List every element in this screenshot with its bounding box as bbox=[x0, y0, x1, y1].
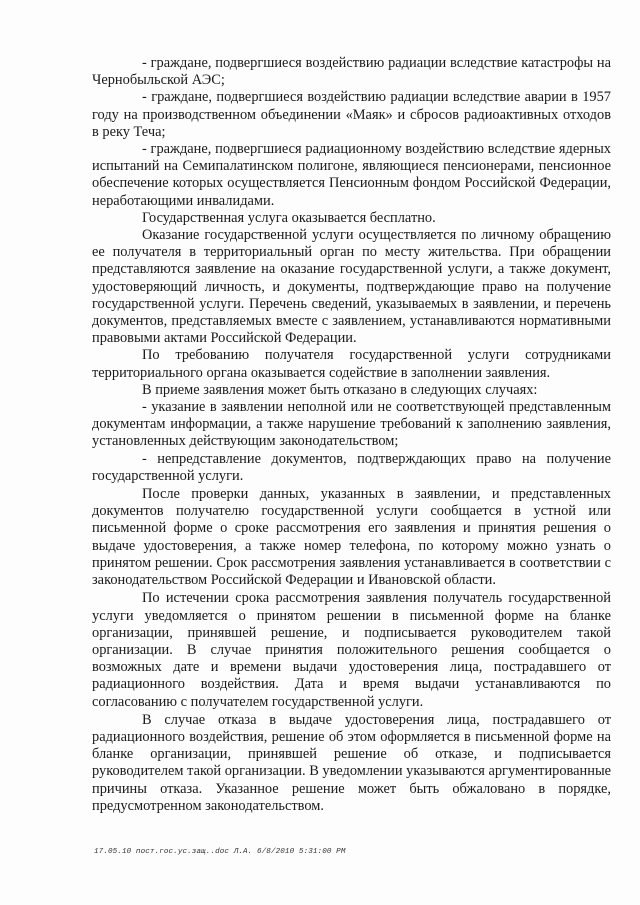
paragraph-refusal-incomplete: - указание в заявлении неполной или не соответствующей представленным документам информации, а также нарушение требований к заполнению заявления, установленных действующим законодательством; bbox=[92, 399, 611, 450]
paragraph-review-period: После проверки данных, указанных в заявлении, и представленных документов получателю государственной услуги сообщается в устной или письменной форме о сроке рассмотрения его заявления и принятия решения о выдаче удостоверения, а также номер телефона, по которому можно узнать о принятом решении. Срок рассмотрения заявления устанавливается в соответствии с законодательством Российской Федерации и Ивановской области. bbox=[92, 486, 611, 589]
paragraph-refusal-decision: В случае отказа в выдаче удостоверения лица, пострадавшего от радиационного воздействия, решение об этом оформляется в письменной форме на бланке организации, принявшей решение об отказе, и подписывается руководителем такой организации. В уведомлении указываются аргументированные причины отказа. Указанное решение может быть обжаловано в порядке, предусмотренном законодательством. bbox=[92, 711, 611, 814]
paragraph-mayak: - граждане, подвергшиеся воздействию радиации вследствие аварии в 1957 году на производственном объединении «Маяк» и сбросов радиоактивных отходов в реку Теча; bbox=[92, 89, 611, 140]
paragraph-decision-notice: По истечении срока рассмотрения заявления получатель государственной услуги уведомляется о принятом решении в письменной форме на бланке организации, принявшей решение, и подписывается руководителем такой организации. В случае принятия положительного решения сообщается о возможных дате и времени выдачи удостоверения лица, пострадавшего от радиационного воздействия. Дата и время выдачи устанавливаются по согласованию с получателем государственной услуги. bbox=[92, 590, 611, 710]
paragraph-refusal-cases: В приеме заявления может быть отказано в следующих случаях: bbox=[142, 381, 538, 398]
paragraph-free-service: Государственная услуга оказывается бесплатно. bbox=[142, 209, 436, 226]
paragraph-semipalatinsk: - граждане, подвергшиеся радиационному воздействию вследствие ядерных испытаний на Семипалатинском полигоне, являющиеся пенсионерами, пенсионное обеспечение которых осуществляется Пенсионным фондом Российской Федерации, неработающими инвалидами. bbox=[92, 141, 611, 209]
paragraph-chernobyl: - граждане, подвергшиеся воздействию радиации вследствие катастрофы на Чернобыльской АЭС; bbox=[92, 55, 611, 89]
paragraph-assistance: По требованию получателя государственной услуги сотрудниками территориального органа оказывается содействие в заполнении заявления. bbox=[92, 347, 611, 381]
document-body bbox=[92, 55, 611, 815]
paragraph-refusal-missing-docs: - непредставление документов, подтверждающих право на получение государственной услуги. bbox=[92, 450, 611, 484]
document-footer: 17.05.10 пост.гос.ус.защ..doc Л.А. 6/8/2010 5:31:00 PM bbox=[94, 848, 346, 856]
paragraph-service-provision: Оказание государственной услуги осуществляется по личному обращению ее получателя в территориальный орган по месту жительства. При обращении представляются заявление на оказание государственной услуги, а также документ, удостоверяющий личность, и документы, подтверждающие право на получение государственной услуги. Перечень сведений, указываемых в заявлении, и перечень документов, представляемых вместе с заявлением, устанавливаются нормативными правовыми актами Российской Федерации. bbox=[92, 227, 611, 347]
